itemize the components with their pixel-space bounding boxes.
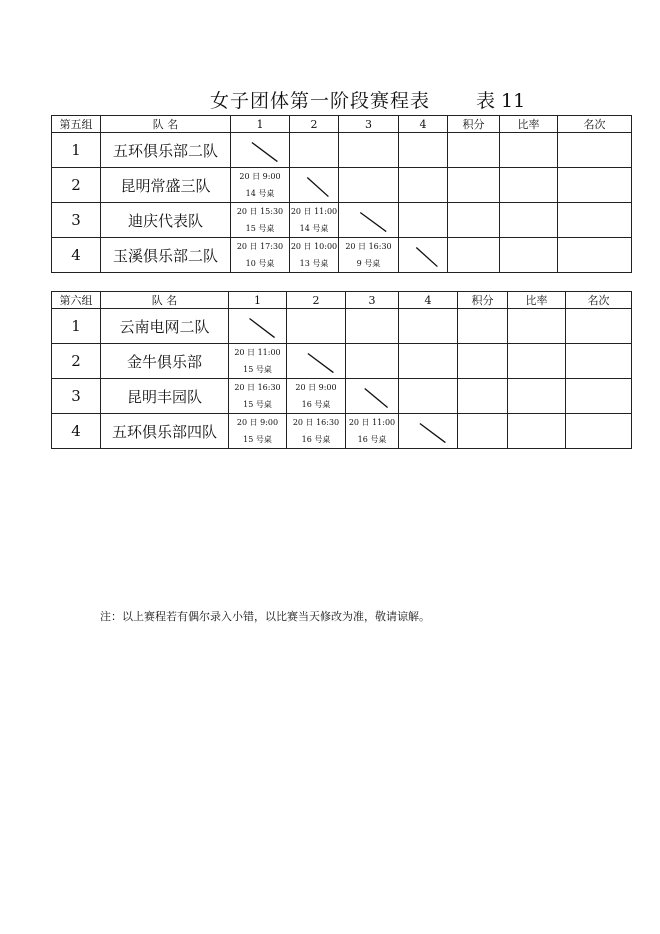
table-row [52, 379, 632, 414]
group-label: 第六组 [52, 292, 101, 309]
score-cell [448, 168, 500, 203]
rank-cell [566, 309, 632, 344]
empty-cell [339, 133, 399, 168]
header-row [52, 116, 632, 133]
column-header: 名次 [558, 116, 632, 133]
empty-cell [399, 203, 448, 238]
team-name: 昆明丰园队 [101, 379, 229, 414]
rank-cell [558, 238, 632, 273]
column-header: 2 [290, 116, 339, 133]
team-number: 2 [52, 168, 101, 203]
self-match-cell [339, 203, 399, 238]
match-time: 20 日 17:30 [236, 242, 284, 251]
match-cell [229, 414, 287, 449]
column-header: 3 [339, 116, 399, 133]
rank-cell [566, 379, 632, 414]
header-row [52, 292, 632, 309]
score-cell [448, 133, 500, 168]
empty-cell [399, 168, 448, 203]
team-name: 迪庆代表队 [101, 203, 231, 238]
team-name: 五环俱乐部二队 [101, 133, 231, 168]
diagonal-slash-icon [290, 168, 338, 202]
empty-cell [399, 133, 448, 168]
ratio-cell [508, 344, 566, 379]
match-time: 20 日 9:00 [236, 418, 279, 427]
match-cell [229, 344, 287, 379]
self-match-cell [229, 309, 287, 344]
self-match-cell [346, 379, 399, 414]
team-name: 金牛俱乐部 [101, 344, 229, 379]
diagonal-slash-icon [339, 203, 398, 237]
team-number: 4 [52, 238, 101, 273]
self-match-cell [399, 414, 458, 449]
match-time: 20 日 11:00 [290, 207, 338, 216]
table-row [52, 168, 632, 203]
score-cell [458, 379, 508, 414]
ratio-cell [508, 379, 566, 414]
match-cell [290, 238, 339, 273]
team-name: 云南电网二队 [101, 309, 229, 344]
match-table: 14 号桌 [299, 224, 329, 233]
team-number: 3 [52, 203, 101, 238]
empty-cell [346, 344, 399, 379]
team-name: 五环俱乐部四队 [101, 414, 229, 449]
match-table: 16 号桌 [301, 435, 331, 444]
match-time: 20 日 9:00 [295, 383, 337, 392]
ratio-cell [500, 133, 558, 168]
match-cell [231, 168, 290, 203]
match-time: 20 日 9:00 [239, 172, 281, 181]
self-match-cell [399, 238, 448, 273]
match-cell [290, 203, 339, 238]
empty-cell [399, 309, 458, 344]
match-cell [231, 238, 290, 273]
ratio-cell [500, 168, 558, 203]
column-header: 积分 [458, 292, 508, 309]
column-header: 4 [399, 292, 458, 309]
empty-cell [339, 168, 399, 203]
match-table: 10 号桌 [245, 259, 275, 268]
match-time: 20 日 11:00 [348, 418, 396, 427]
column-header: 队 名 [101, 116, 231, 133]
empty-cell [287, 309, 346, 344]
match-table: 15 号桌 [243, 365, 272, 374]
group-five-table [51, 115, 632, 273]
diagonal-slash-icon [399, 414, 457, 448]
match-table: 9 号桌 [356, 259, 381, 268]
column-header: 3 [346, 292, 399, 309]
diagonal-slash-icon [229, 309, 286, 343]
self-match-cell [287, 344, 346, 379]
team-number: 4 [52, 414, 101, 449]
match-cell [346, 414, 399, 449]
team-name: 玉溪俱乐部二队 [101, 238, 231, 273]
match-cell [287, 379, 346, 414]
ratio-cell [508, 414, 566, 449]
ratio-cell [500, 238, 558, 273]
footnote: 注：以上赛程若有偶尔录入小错，以比赛当天修改为准，敬请谅解。 [100, 610, 430, 623]
page-title [0, 86, 660, 112]
match-time: 20 日 15:30 [236, 207, 284, 216]
match-table: 16 号桌 [301, 400, 331, 409]
schedule-title: 女子团体第一阶段赛程表 [210, 90, 431, 112]
column-header: 积分 [448, 116, 500, 133]
diagonal-slash-icon [231, 133, 289, 167]
match-time: 20 日 16:30 [345, 242, 392, 251]
group-label: 第五组 [52, 116, 101, 133]
column-header: 比率 [500, 116, 558, 133]
team-name: 昆明常盛三队 [101, 168, 231, 203]
diagonal-slash-icon [399, 238, 447, 272]
match-cell [231, 203, 290, 238]
rank-cell [558, 168, 632, 203]
table-row [52, 133, 632, 168]
column-header: 队 名 [101, 292, 229, 309]
column-header: 1 [231, 116, 290, 133]
column-header: 比率 [508, 292, 566, 309]
rank-cell [558, 133, 632, 168]
table-row [52, 309, 632, 344]
group-six-table [51, 291, 632, 449]
team-number: 2 [52, 344, 101, 379]
column-header: 名次 [566, 292, 632, 309]
diagonal-slash-icon [346, 379, 398, 413]
match-table: 15 号桌 [245, 224, 275, 233]
match-cell [339, 238, 399, 273]
diagonal-slash-icon [287, 344, 345, 378]
self-match-cell [290, 168, 339, 203]
table-row [52, 203, 632, 238]
column-header: 2 [287, 292, 346, 309]
ratio-cell [500, 203, 558, 238]
rank-cell [558, 203, 632, 238]
match-table: 13 号桌 [299, 259, 329, 268]
empty-cell [346, 309, 399, 344]
column-header: 4 [399, 116, 448, 133]
score-cell [448, 203, 500, 238]
rank-cell [566, 414, 632, 449]
match-time: 20 日 10:00 [290, 242, 338, 251]
match-table: 14 号桌 [245, 189, 275, 198]
match-table: 15 号桌 [243, 435, 272, 444]
table-row [52, 414, 632, 449]
score-cell [458, 309, 508, 344]
team-number: 1 [52, 309, 101, 344]
empty-cell [399, 344, 458, 379]
empty-cell [399, 379, 458, 414]
table-number: 表 11 [476, 90, 526, 112]
match-time: 20 日 16:30 [234, 383, 281, 392]
empty-cell [290, 133, 339, 168]
match-time: 20 日 11:00 [234, 348, 281, 357]
match-table: 15 号桌 [243, 400, 272, 409]
score-cell [458, 414, 508, 449]
table-row [52, 344, 632, 379]
match-table: 16 号桌 [357, 435, 387, 444]
ratio-cell [508, 309, 566, 344]
score-cell [458, 344, 508, 379]
match-cell [287, 414, 346, 449]
table-row [52, 238, 632, 273]
self-match-cell [231, 133, 290, 168]
match-time: 20 日 16:30 [292, 418, 340, 427]
team-number: 3 [52, 379, 101, 414]
rank-cell [566, 344, 632, 379]
score-cell [448, 238, 500, 273]
team-number: 1 [52, 133, 101, 168]
column-header: 1 [229, 292, 287, 309]
match-cell [229, 379, 287, 414]
